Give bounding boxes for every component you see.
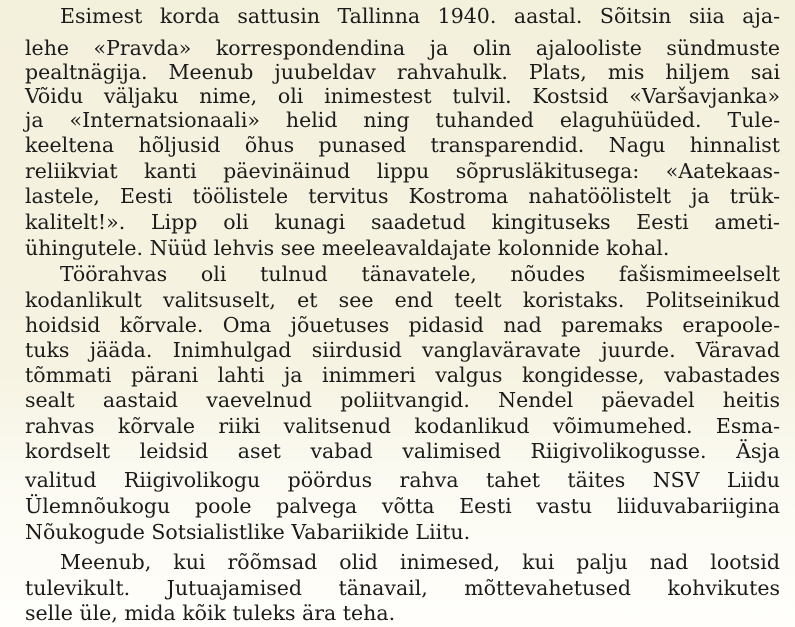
text-line: lastele, Eesti töölistele tervitus Kostroma nahatöölistelt ja trük- (25, 184, 780, 208)
text-line: reliikviat kanti päevinäinud lippu sõprusläkitusega: «Aatekaas- (25, 159, 780, 183)
text-line: tõmmati pärani lahti ja inimmeri valgus kongidesse, vabastades (25, 363, 780, 387)
text-line: selle üle, mida kõik tuleks ära teha. (25, 601, 396, 625)
text-line: Meenub, kui rõõmsad olid inimesed, kui palju nad lootsid (60, 550, 780, 574)
text-line: sealt aastaid vaevelnud poliitvangid. Nendel päevadel heitis (25, 388, 780, 412)
text-line: kalitelt!». Lipp oli kunagi saadetud kingituseks Eesti ameti- (25, 210, 780, 234)
text-line: hoidsid kõrvale. Oma jõuetuses pidasid nad paremaks erapoole- (25, 313, 780, 337)
text-line: ja «Internatsionaali» helid ning tuhanded elaguhüüded. Tule- (25, 108, 780, 132)
text-line: tuks jääda. Inimhulgad siirdusid vanglaväravate juurde. Väravad (25, 338, 780, 362)
text-line: Võidu väljaku nime, oli inimestest tulvil. Kostsid «Varšavjanka» (25, 84, 780, 108)
text-line: pealtnägija. Meenub juubeldav rahvahulk. Plats, mis hiljem sai (25, 60, 780, 84)
text-line: ühingutele. Nüüd lehvis see meeleavaldajate kolonnide kohal. (25, 236, 670, 260)
text-line: tulevikult. Jutuajamised tänavail, mõttevahetused kohvikutes (25, 576, 780, 600)
text-line: Esimest korda sattusin Tallinna 1940. aastal. Sõitsin siia aja- (60, 4, 780, 28)
text-line: Nõukogude Sotsialistlike Vabariikide Liitu. (25, 520, 471, 544)
text-line: Ülemnõukogu poole palvega võtta Eesti vastu liiduvabariigina (25, 494, 780, 518)
text-line: rahvas kõrvale riiki valitsenud kodanlikud võimumehed. Esma- (25, 414, 780, 438)
text-line: keeltena hõljusid õhus punased transparendid. Nagu hinnalist (25, 133, 780, 157)
text-line: kordselt leidsid aset vabad valimised Riigivolikogusse. Äsja (25, 439, 780, 463)
text-line: Töörahvas oli tulnud tänavatele, nõudes fašismimeelselt (60, 262, 780, 286)
text-line: kodanlikult valitsuselt, et see end teelt koristaks. Politseinikud (25, 288, 780, 312)
text-line: lehe «Pravda» korrespondendina ja olin ajalooliste sündmuste (25, 36, 780, 60)
text-line: valitud Riigivolikogu pöördus rahva tahet täites NSV Liidu (25, 468, 780, 492)
